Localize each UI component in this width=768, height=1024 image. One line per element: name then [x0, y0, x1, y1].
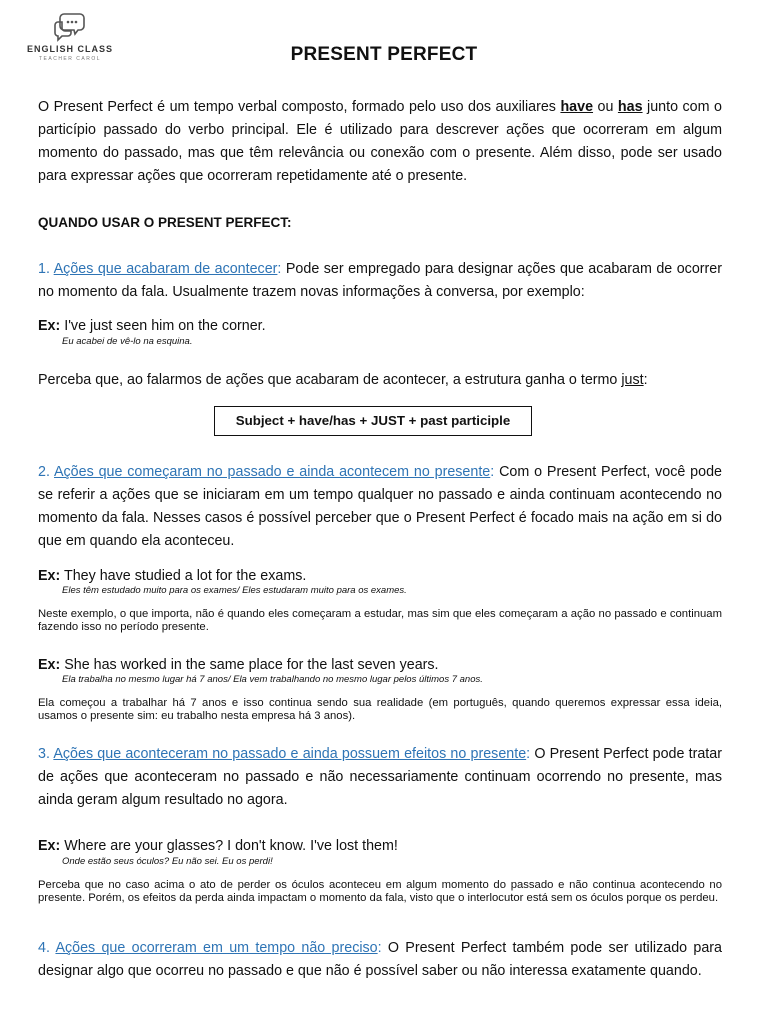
note-just: just [621, 372, 644, 388]
section-2-text: Com o Present Perfect, você pode se referir a ações que se iniciaram em um tempo qualquer no passado e ainda continuam acontecendo no momento da fala. Nesses casos é possível perceber que o Present Perfect é focado mais na ação em si do que em quando ela aconteceu. [38, 464, 722, 549]
section-4-link[interactable]: Ações que ocorreram em um tempo não preciso [55, 940, 378, 956]
formula-box: Subject + have/has + JUST + past participle [214, 406, 532, 436]
example-label: Ex: [38, 318, 61, 334]
section-2-number: 2. [38, 464, 50, 480]
when-to-use-heading: QUANDO USAR O PRESENT PERFECT: [38, 215, 292, 230]
section-4-colon: : [377, 940, 382, 956]
intro-text: junto com o particípio passado do verbo principal. Ele é utilizado para descrever ações que ocorreram em algum momento do passado, mas que têm relevância ou conexão com o presente. Além disso, pode ser usado para expressar ações que ocorreram repetidamente até o presente. [38, 99, 722, 184]
intro-paragraph [38, 96, 722, 188]
section-3-colon: : [526, 746, 531, 762]
intro-have: have [560, 99, 594, 115]
speech-bubbles-icon [52, 10, 88, 42]
section-2-note-2: Ela começou a trabalhar há 7 anos e isso continua sendo sua realidade (em português, quando queremos expressar essa ideia, usamos o presente sim: eu trabalho nesta empresa há 3 anos). [38, 697, 722, 722]
section-1-example [38, 318, 266, 334]
section-3-translation: Onde estão seus óculos? Eu não sei. Eu os perdi! [62, 856, 273, 867]
section-1-note [38, 369, 722, 392]
example-label: Ex: [38, 568, 61, 584]
note-text: Perceba que, ao falarmos de ações que acabaram de acontecer, a estrutura ganha o termo [38, 372, 622, 388]
section-1-text: Pode ser empregado para designar ações que acabaram de ocorrer no momento da fala. Usualmente trazem novas informações à conversa, por exemplo: [38, 261, 723, 300]
logo-subtitle: TEACHER CAROL [38, 56, 101, 62]
section-1-paragraph [38, 258, 722, 304]
section-2-translation-1: Eles têm estudado muito para os exames/ Eles estudaram muito para os exames. [62, 585, 407, 596]
section-1-number: 1. [38, 261, 50, 277]
section-4-text: O Present Perfect também pode ser utilizado para designar algo que ocorreu no passado e que não é possível saber ou não interessa exatamente quando. [38, 940, 722, 979]
section-2-example-1 [38, 568, 306, 584]
section-1-link[interactable]: Ações que acabaram de acontecer [53, 261, 278, 277]
section-4-number: 4. [38, 940, 50, 956]
example-label: Ex: [38, 838, 61, 854]
intro-has: has [617, 99, 643, 115]
section-1-translation: Eu acabei de vê-lo na esquina. [62, 336, 193, 347]
section-2-paragraph [38, 461, 722, 553]
section-2-note-1: Neste exemplo, o que importa, não é quando eles começaram a estudar, mas sim que eles começaram a ação no passado e continuam fazendo isso no período presente. [38, 608, 722, 633]
page-title: PRESENT PERFECT [290, 44, 478, 65]
section-3-paragraph [38, 743, 722, 812]
intro-text: ou [593, 99, 618, 115]
example-text: She has worked in the same place for the last seven years. [60, 657, 439, 673]
example-text: They have studied a lot for the exams. [60, 568, 307, 584]
section-4-paragraph [38, 937, 722, 983]
section-3-example [38, 838, 398, 854]
logo-brand: ENGLISH CLASS [26, 44, 113, 54]
section-2-colon: : [490, 464, 495, 480]
section-3-note: Perceba que no caso acima o ato de perder os óculos aconteceu em algum momento do passado e não continua acontecendo no presente. Porém, os efeitos da perda ainda impactam o momento da fala, visto que o interlocutor está sem os óculos porque os perdeu. [38, 879, 722, 904]
section-3-text: O Present Perfect pode tratar de ações que aconteceram no passado e não necessariamente continuam ocorrendo no presente, mas ainda geram algum resultado no agora. [38, 746, 722, 808]
example-text: I've just seen him on the corner. [60, 318, 266, 334]
section-2-example-2 [38, 657, 439, 673]
note-text: : [643, 372, 648, 388]
intro-text: O Present Perfect é um tempo verbal composto, formado pelo uso dos auxiliares [38, 99, 561, 115]
section-3-link[interactable]: Ações que aconteceram no passado e ainda possuem efeitos no presente [53, 746, 527, 762]
example-label: Ex: [38, 657, 61, 673]
section-1-colon: : [277, 261, 282, 277]
section-2-link[interactable]: Ações que começaram no passado e ainda acontecem no presente [54, 464, 491, 480]
section-3-number: 3. [38, 746, 50, 762]
section-2-translation-2: Ela trabalha no mesmo lugar há 7 anos/ Ela vem trabalhando no mesmo lugar pelos últimos 7 anos. [62, 674, 483, 685]
example-text: Where are your glasses? I don't know. I've lost them! [60, 838, 398, 854]
